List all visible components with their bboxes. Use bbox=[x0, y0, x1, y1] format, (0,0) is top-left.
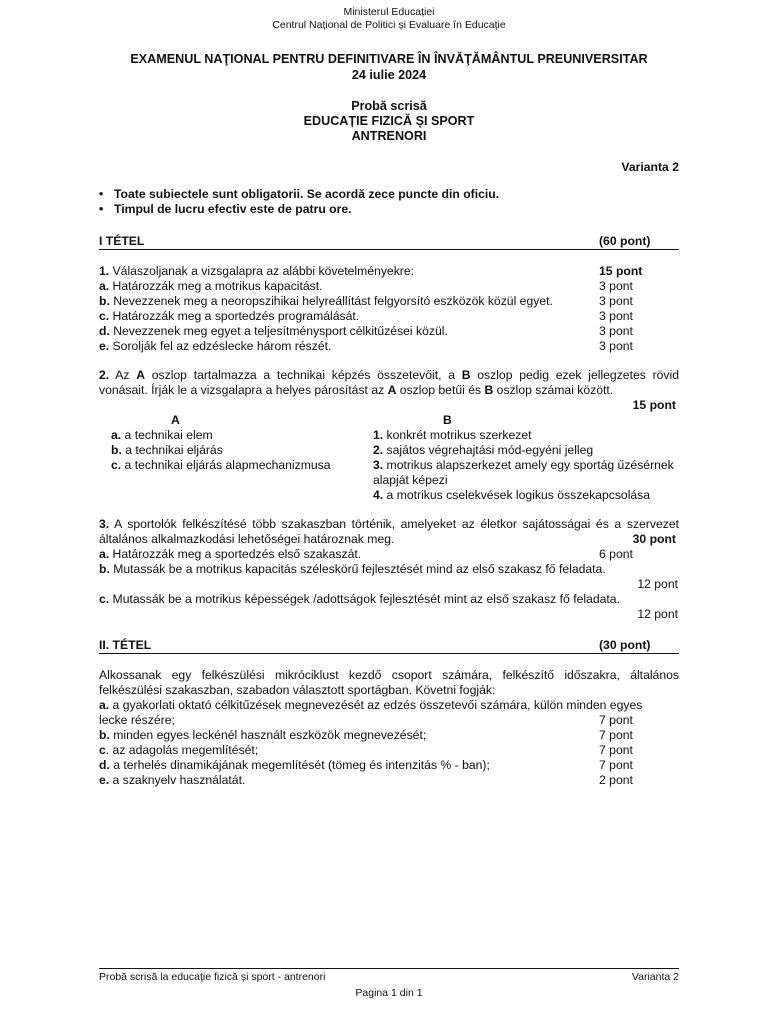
list-item bbox=[99, 324, 679, 339]
item-letter: c. bbox=[99, 592, 110, 606]
section2-body bbox=[99, 668, 679, 788]
exam-page bbox=[99, 6, 679, 788]
exam-title-block bbox=[99, 51, 679, 83]
list-item bbox=[99, 339, 679, 354]
item-letter: b. bbox=[99, 728, 110, 742]
item-number: 1. bbox=[373, 428, 384, 442]
item-text: a technikai eljárás bbox=[121, 443, 223, 457]
list-item bbox=[373, 458, 679, 488]
footer-left: Probă scrisă la educație fizică și sport - antrenori bbox=[99, 971, 326, 983]
ministry-name: Ministerul Educației bbox=[343, 6, 435, 18]
list-item bbox=[99, 279, 679, 294]
list-item bbox=[99, 547, 679, 562]
item-points: 6 pont bbox=[599, 547, 633, 561]
list-item bbox=[99, 773, 679, 788]
item-points: 7 pont bbox=[599, 743, 633, 757]
question-3 bbox=[99, 517, 679, 622]
item-text: Nevezzenek meg a neoropszihikai helyreállítást felgyorsító eszközök közül egyet. bbox=[109, 294, 553, 308]
rule-text: Timpul de lucru efectiv este de patru ore. bbox=[114, 202, 352, 216]
exam-date: 24 iulie 2024 bbox=[351, 68, 427, 82]
item-text: Határozzák meg a sportedzés programálását. bbox=[109, 309, 360, 323]
exam-title: EXAMENUL NAŢIONAL PENTRU DEFINITIVARE ÎN ÎNVĂŢĂMÂNTUL PREUNIVERSITAR bbox=[130, 52, 648, 66]
item-text: a gyakorlati oktató célkitűzések megnevezését az edzés összetevői számára, külön minden egyes bbox=[109, 698, 643, 712]
item-number: 2. bbox=[373, 443, 384, 457]
item-letter: b. bbox=[99, 562, 110, 576]
list-item bbox=[99, 309, 679, 324]
item-text: Sorolják fel az edzéslecke három részét. bbox=[109, 339, 332, 353]
item-text: a motrikus cselekvések logikus összekapcsolása bbox=[383, 488, 651, 502]
intro-text: oszlop számai között. bbox=[493, 383, 614, 397]
section2-heading bbox=[99, 638, 679, 654]
item-text: konkrét motrikus szerkezet bbox=[383, 428, 532, 442]
question-text: Válaszoljanak a vizsgalapra az alábbi követelményekre: bbox=[109, 264, 415, 278]
page-number: Pagina 1 din 1 bbox=[355, 987, 423, 999]
question-2 bbox=[99, 368, 679, 503]
proba-label: Probă scrisă bbox=[351, 99, 427, 113]
bullet-icon: • bbox=[99, 202, 104, 216]
list-item bbox=[111, 458, 373, 473]
item-letter: b. bbox=[99, 294, 110, 308]
item-text: a technikai eljárás alapmechanizmusa bbox=[121, 458, 331, 472]
item-text: sajátos végrehajtási mód-egyéni jelleg bbox=[383, 443, 594, 457]
intro-col-b: B bbox=[461, 368, 471, 382]
intro-text: Az bbox=[109, 368, 137, 382]
item-letter: a. bbox=[111, 428, 122, 442]
item-points: 7 pont bbox=[599, 728, 633, 742]
item-text: motrikus alapszerkezet amely egy sportág űzésérnek alapját képezi bbox=[373, 458, 674, 487]
item-letter: d. bbox=[99, 324, 110, 338]
intro-text: oszlop pedig ezek jellegzetes rövid vonásait. Írják le a vizsgalapra a helyes párosítást az bbox=[99, 368, 679, 397]
item-number: 3. bbox=[373, 458, 384, 472]
intro-text: oszlop tartalmazza a technikai képzés összetevőit, a bbox=[145, 368, 462, 382]
item-text: minden egyes leckénél használt eszközök megnevezését; bbox=[109, 728, 427, 742]
item-letter: a. bbox=[99, 547, 110, 561]
list-item bbox=[99, 698, 679, 713]
column-a-head: A bbox=[171, 413, 180, 427]
page-footer bbox=[99, 968, 679, 1000]
section2-points: (30 pont) bbox=[599, 638, 651, 652]
item-letter: a. bbox=[99, 279, 110, 293]
item-letter: b. bbox=[111, 443, 122, 457]
section1-points: (60 pont) bbox=[599, 234, 651, 248]
list-item bbox=[99, 562, 679, 577]
intro-col-a: A bbox=[136, 368, 145, 382]
section1-title: I TÉTEL bbox=[99, 234, 145, 248]
question-number: 3. bbox=[99, 517, 110, 531]
item-letter: c. bbox=[111, 458, 122, 472]
rule-item bbox=[99, 202, 679, 217]
footer-right: Varianta 2 bbox=[631, 971, 679, 983]
section1-heading bbox=[99, 234, 679, 250]
item-letter: c bbox=[99, 743, 106, 757]
question-1 bbox=[99, 264, 679, 354]
item-points: 12 pont bbox=[637, 607, 678, 621]
item-points: 3 pont bbox=[599, 294, 633, 308]
question-number: 1. bbox=[99, 264, 110, 278]
list-item bbox=[99, 743, 679, 758]
footer-row bbox=[99, 971, 679, 984]
center-name: Centrul Național de Politici și Evaluare în Educație bbox=[272, 19, 506, 31]
variant-label: Varianta 2 bbox=[621, 160, 679, 174]
question-points: 30 pont bbox=[632, 532, 676, 546]
item-letter: c. bbox=[99, 309, 110, 323]
item-points: 12 pont bbox=[637, 577, 678, 591]
item-letter: e. bbox=[99, 339, 110, 353]
item-text: a terhelés dinamikájának megemlítését (tömeg és intenzitás % - ban); bbox=[109, 758, 490, 772]
section2-title: II. TÉTEL bbox=[99, 638, 152, 652]
item-points: 2 pont bbox=[599, 773, 633, 787]
list-item bbox=[99, 294, 679, 309]
question-2-intro bbox=[99, 368, 679, 398]
item-text: Nevezzenek meg egyet a teljesítménysport célkitűzései közül. bbox=[109, 324, 448, 338]
column-b bbox=[373, 413, 679, 503]
list-item bbox=[99, 758, 679, 773]
subject-title: EDUCAȚIE FIZICĂ ȘI SPORT bbox=[303, 114, 475, 128]
ministry-header bbox=[99, 6, 679, 32]
item-points: 3 pont bbox=[599, 309, 633, 323]
bullet-icon: • bbox=[99, 187, 104, 201]
question-points: 15 pont bbox=[599, 264, 643, 278]
item-text: a technikai elem bbox=[121, 428, 213, 442]
list-item bbox=[111, 428, 373, 443]
list-item bbox=[99, 592, 679, 607]
subject-subtitle: ANTRENORI bbox=[351, 129, 427, 143]
item-letter: e. bbox=[99, 773, 110, 787]
list-item bbox=[111, 443, 373, 458]
question-points: 15 pont bbox=[632, 398, 676, 412]
exam-rules bbox=[99, 187, 679, 217]
list-item bbox=[99, 728, 679, 743]
item-letter: a. bbox=[99, 698, 110, 712]
item-text: lecke részére; bbox=[99, 713, 175, 727]
item-points: 3 pont bbox=[599, 279, 633, 293]
question-text: A sportolók felkészítésé több szakaszban történik, amelyeket az életkor sajátosságai és a szervezet általános alkalmazkodási lehetőségei határoznak meg. bbox=[99, 517, 679, 546]
rule-item bbox=[99, 187, 679, 202]
item-points: 7 pont bbox=[599, 758, 633, 772]
intro-col-a: A bbox=[387, 383, 397, 397]
item-points: 7 pont bbox=[599, 713, 633, 727]
subject-block bbox=[99, 99, 679, 144]
item-text: Mutassák be a motrikus képességek /adottságok fejlesztését mint az első szakasz fő feladata. bbox=[109, 592, 620, 606]
item-number: 4. bbox=[373, 488, 384, 502]
item-points: 3 pont bbox=[599, 339, 633, 353]
column-a bbox=[99, 413, 373, 503]
question-3-intro bbox=[99, 517, 679, 547]
section2-intro: Alkossanak egy felkészülési mikróciklust kezdő csoport számára, felkészítő időszakra, általános felkészülési szakaszban, szabadon választott sportágban. Követni fogják: bbox=[99, 668, 679, 697]
question-1-header bbox=[99, 264, 679, 279]
matching-columns bbox=[99, 413, 679, 503]
item-letter: d. bbox=[99, 758, 110, 772]
question-number: 2. bbox=[99, 368, 110, 382]
item-text: a szaknyelv használatát. bbox=[109, 773, 246, 787]
rule-text: Toate subiectele sunt obligatorii. Se acordă zece puncte din oficiu. bbox=[114, 187, 500, 201]
item-text: Határozzák meg a sportedzés első szakaszát. bbox=[109, 547, 362, 561]
item-text: . az adagolás megemlítését; bbox=[105, 743, 259, 757]
item-text: Határozzák meg a motrikus kapacitást. bbox=[109, 279, 323, 293]
item-text: Mutassák be a motrikus kapacitás széleskörű fejlesztését mind az első szakasz fő feladata. bbox=[109, 562, 606, 576]
item-points: 3 pont bbox=[599, 324, 633, 338]
intro-text: oszlop betűi és bbox=[396, 383, 485, 397]
list-item bbox=[373, 488, 679, 503]
column-b-head: B bbox=[443, 413, 452, 427]
list-item bbox=[373, 428, 679, 443]
list-item-continued bbox=[99, 713, 679, 728]
list-item bbox=[373, 443, 679, 458]
intro-col-b: B bbox=[484, 383, 494, 397]
